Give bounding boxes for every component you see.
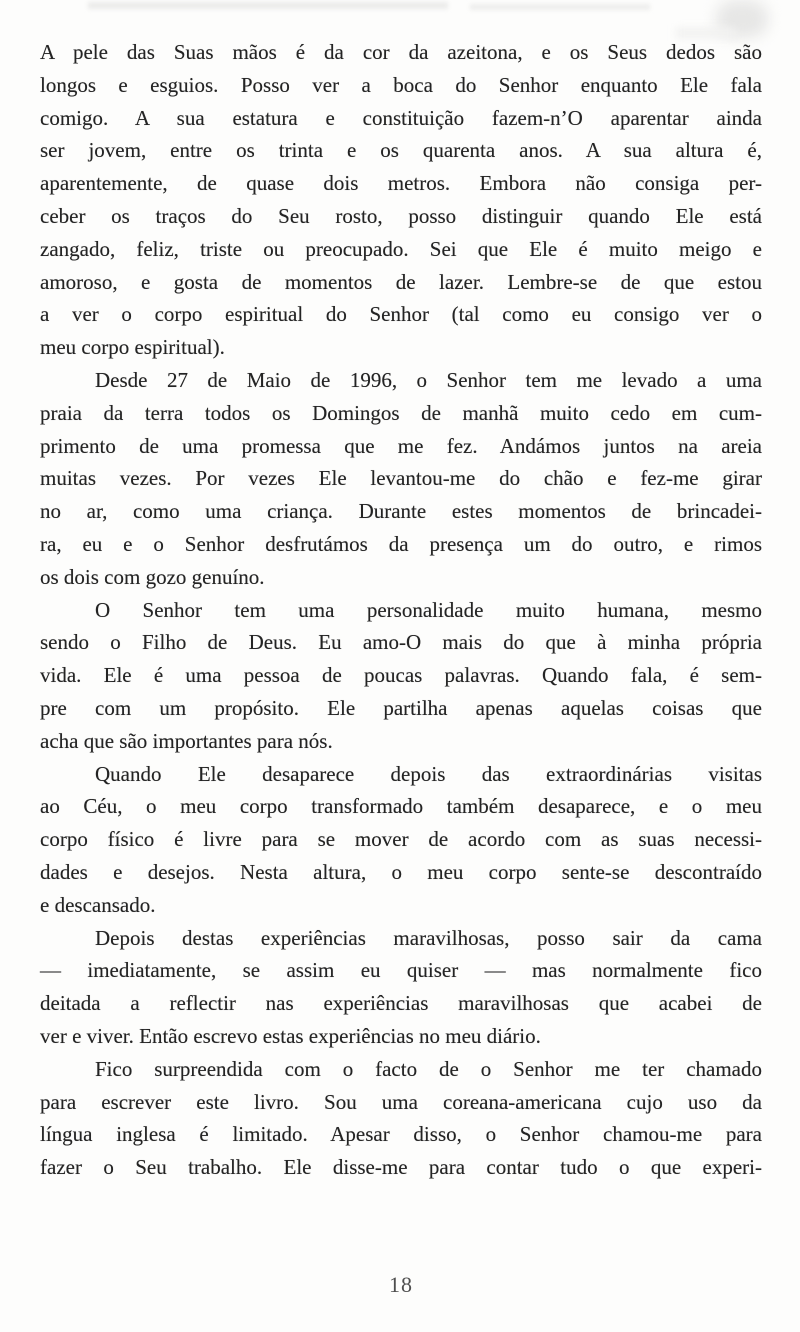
text-line: acha que são importantes para nós. xyxy=(40,728,333,753)
text-line: praia da terra todos os Domingos de manhã muito cedo em cum- xyxy=(40,400,762,425)
text-line: Depois destas experiências maravilhosas, posso sair da cama xyxy=(95,925,762,950)
text-line: primento de uma promessa que me fez. Andámos juntos na areia xyxy=(40,433,762,458)
text-line: deitada a reflectir nas experiências maravilhosas que acabei de xyxy=(40,991,762,1016)
text-line: fazer o Seu trabalho. Ele disse-me para contar tudo o que experi- xyxy=(40,1155,762,1180)
text-line: ra, eu e o Senhor desfrutámos da presença um do outro, e rimos xyxy=(40,531,762,556)
text-line: dades e desejos. Nesta altura, o meu corpo sente-se descontraído xyxy=(40,859,762,884)
text-line: muitas vezes. Por vezes Ele levantou-me do chão e fez-me girar xyxy=(40,466,762,491)
text-line: Fico surpreendida com o facto de o Senhor me ter chamado xyxy=(95,1056,762,1081)
text-line: Desde 27 de Maio de 1996, o Senhor tem me levado a uma xyxy=(95,367,762,392)
paragraph xyxy=(40,594,762,758)
paragraph xyxy=(40,36,762,364)
paragraph xyxy=(40,1053,762,1184)
text-line: comigo. A sua estatura e constituição fazem-n’O aparentar ainda xyxy=(40,105,762,130)
text-line: para escrever este livro. Sou uma coreana-americana cujo uso da xyxy=(40,1089,762,1114)
paragraph xyxy=(40,922,762,1053)
text-line: língua inglesa é limitado. Apesar disso, o Senhor chamou-me para xyxy=(40,1122,762,1147)
paragraph xyxy=(40,364,762,594)
text-line: ceber os traços do Seu rosto, posso distinguir quando Ele está xyxy=(40,203,762,228)
scan-artifact xyxy=(716,0,768,38)
text-line: meu corpo espiritual). xyxy=(40,335,225,360)
text-line: ao Céu, o meu corpo transformado também desaparece, e o meu xyxy=(40,794,762,819)
text-line: amoroso, e gosta de momentos de lazer. Lembre-se de que estou xyxy=(40,269,762,294)
text-line: e descansado. xyxy=(40,892,156,917)
text-line: corpo físico é livre para se mover de acordo com as suas necessi- xyxy=(40,827,762,852)
text-line: vida. Ele é uma pessoa de poucas palavras. Quando fala, é sem- xyxy=(40,663,762,688)
paragraph xyxy=(40,758,762,922)
page-number: 18 xyxy=(389,1272,413,1297)
text-line: longos e esguios. Posso ver a boca do Senhor enquanto Ele fala xyxy=(40,72,762,97)
text-line: ver e viver. Então escrevo estas experiências no meu diário. xyxy=(40,1023,541,1048)
text-line: O Senhor tem uma personalidade muito humana, mesmo xyxy=(95,597,762,622)
text-line: — imediatamente, se assim eu quiser — mas normalmente fico xyxy=(40,958,762,983)
scan-artifact xyxy=(470,4,650,10)
text-line: os dois com gozo genuíno. xyxy=(40,564,265,589)
text-line: A pele das Suas mãos é da cor da azeitona, e os Seus dedos são xyxy=(40,40,762,64)
text-line: aparentemente, de quase dois metros. Embora não consiga per- xyxy=(40,171,762,196)
text-line: Quando Ele desaparece depois das extraordinárias visitas xyxy=(95,761,762,786)
text-line: zangado, feliz, triste ou preocupado. Sei que Ele é muito meigo e xyxy=(40,236,762,261)
text-line: sendo o Filho de Deus. Eu amo-O mais do que à minha própria xyxy=(40,630,762,655)
text-line: a ver o corpo espiritual do Senhor (tal como eu consigo ver o xyxy=(40,302,762,327)
text-block xyxy=(40,36,762,1184)
scan-artifact xyxy=(88,2,448,9)
text-line: pre com um propósito. Ele partilha apenas aquelas coisas que xyxy=(40,695,762,720)
text-line: ser jovem, entre os trinta e os quarenta anos. A sua altura é, xyxy=(40,138,762,163)
text-line: no ar, como uma criança. Durante estes momentos de brincadei- xyxy=(40,499,762,524)
